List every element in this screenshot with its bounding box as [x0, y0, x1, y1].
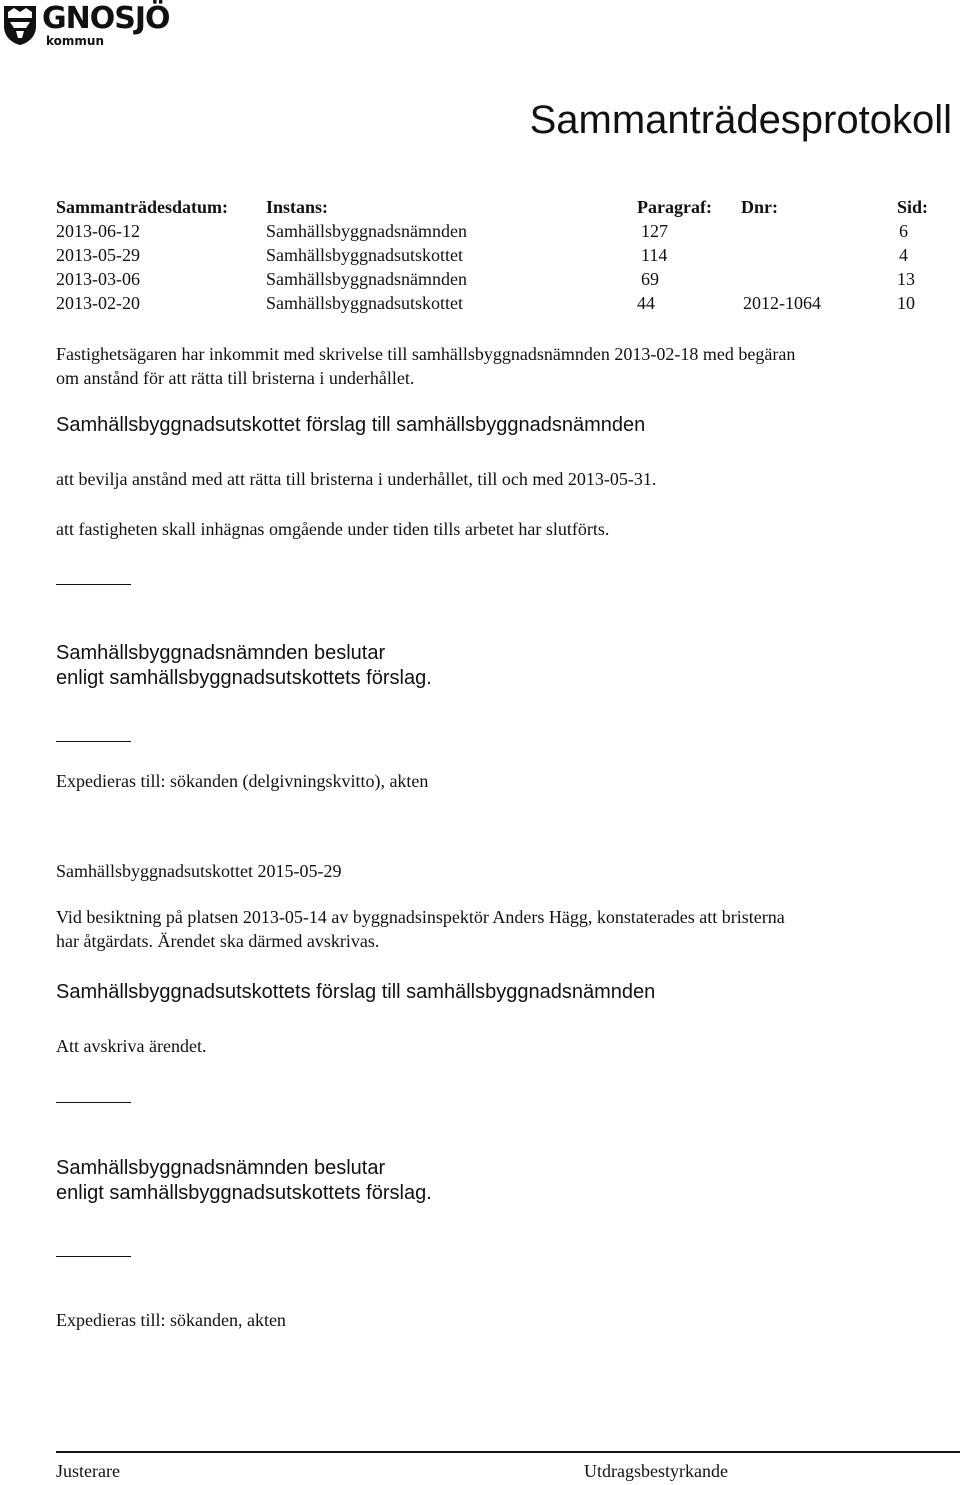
- municipal-crest-icon: [2, 4, 38, 46]
- footer-adjuster-label: Justerare: [56, 1461, 120, 1481]
- meta-header-dnr: Dnr:: [741, 197, 778, 217]
- meta-row-paragraph: 44: [637, 293, 655, 313]
- inspection-text-line-2: har åtgärdats. Ärendet ska därmed avskrivas.: [56, 931, 380, 951]
- meta-row-date: 2013-02-20: [56, 293, 140, 313]
- committee-date: Samhällsbyggnadsutskottet 2015-05-29: [56, 861, 342, 881]
- section-divider: [56, 741, 131, 742]
- gnosjo-logo: [2, 2, 172, 50]
- logo-name: GNOSJÖ: [42, 1, 170, 36]
- inspection-text-line-1: Vid besiktning på platsen 2013-05-14 av byggnadsinspektör Anders Hägg, konstaterades att bristerna: [56, 907, 785, 927]
- meta-row-page: 13: [897, 269, 915, 289]
- meta-header-paragraph: Paragraf:: [637, 197, 712, 217]
- intro-text-line-1: Fastighetsägaren har inkommit med skrivelse till samhällsbyggnadsnämnden 2013-02-18 med begäran: [56, 344, 796, 364]
- meta-row-paragraph: 114: [641, 245, 668, 265]
- intro-text-line-2: om anstånd för att rätta till bristerna i underhållet.: [56, 368, 415, 388]
- meta-row-dnr: 2012-1064: [743, 293, 821, 313]
- section-divider: [56, 584, 131, 585]
- meta-header-instance: Instans:: [266, 197, 329, 217]
- logo-subtitle: kommun: [46, 34, 104, 48]
- meta-header-date: Sammanträdesdatum:: [56, 197, 229, 217]
- footer-extract-certifier-label: Utdragsbestyrkande: [584, 1461, 728, 1481]
- meta-header-page: Sid:: [897, 197, 929, 217]
- proposal-item-1: att bevilja anstånd med att rätta till bristerna i underhållet, till och med 2013-05-31.: [56, 469, 657, 489]
- signature-line: [56, 1451, 960, 1453]
- proposal-heading-1: Samhällsbyggnadsutskottet förslag till samhällsbyggnadsnämnden: [56, 414, 646, 436]
- proposal-heading-2: Samhällsbyggnadsutskottets förslag till samhällsbyggnadsnämnden: [56, 981, 656, 1003]
- section-divider: [56, 1256, 131, 1257]
- meta-row-date: 2013-06-12: [56, 221, 140, 241]
- meta-row-instance: Samhällsbyggnadsnämnden: [266, 221, 467, 241]
- page-title: Sammanträdesprotokoll: [529, 98, 952, 142]
- proposal-text-2: Att avskriva ärendet.: [56, 1036, 207, 1056]
- meta-row-page: 10: [897, 293, 915, 313]
- meta-row-paragraph: 127: [641, 221, 668, 241]
- dispatch-text-2: Expedieras till: sökanden, akten: [56, 1310, 286, 1330]
- meta-row-paragraph: 69: [641, 269, 659, 289]
- meta-row-instance: Samhällsbyggnadsutskottet: [266, 245, 463, 265]
- meta-row-instance: Samhällsbyggnadsutskottet: [266, 293, 463, 313]
- proposal-item-2: att fastigheten skall inhägnas omgående under tiden tills arbetet har slutförts.: [56, 519, 610, 539]
- decision-heading-1-line-2: enligt samhällsbyggnadsutskottets förslag.: [56, 667, 432, 689]
- decision-heading-2-line-2: enligt samhällsbyggnadsutskottets förslag.: [56, 1182, 432, 1204]
- decision-heading-1-line-1: Samhällsbyggnadsnämnden beslutar: [56, 642, 386, 664]
- meta-row-instance: Samhällsbyggnadsnämnden: [266, 269, 467, 289]
- meta-row-page: 6: [899, 221, 908, 241]
- meta-row-date: 2013-05-29: [56, 245, 140, 265]
- section-divider: [56, 1102, 131, 1103]
- dispatch-text-1: Expedieras till: sökanden (delgivningskvitto), akten: [56, 771, 429, 791]
- meta-row-page: 4: [899, 245, 908, 265]
- decision-heading-2-line-1: Samhällsbyggnadsnämnden beslutar: [56, 1157, 386, 1179]
- meta-row-date: 2013-03-06: [56, 269, 140, 289]
